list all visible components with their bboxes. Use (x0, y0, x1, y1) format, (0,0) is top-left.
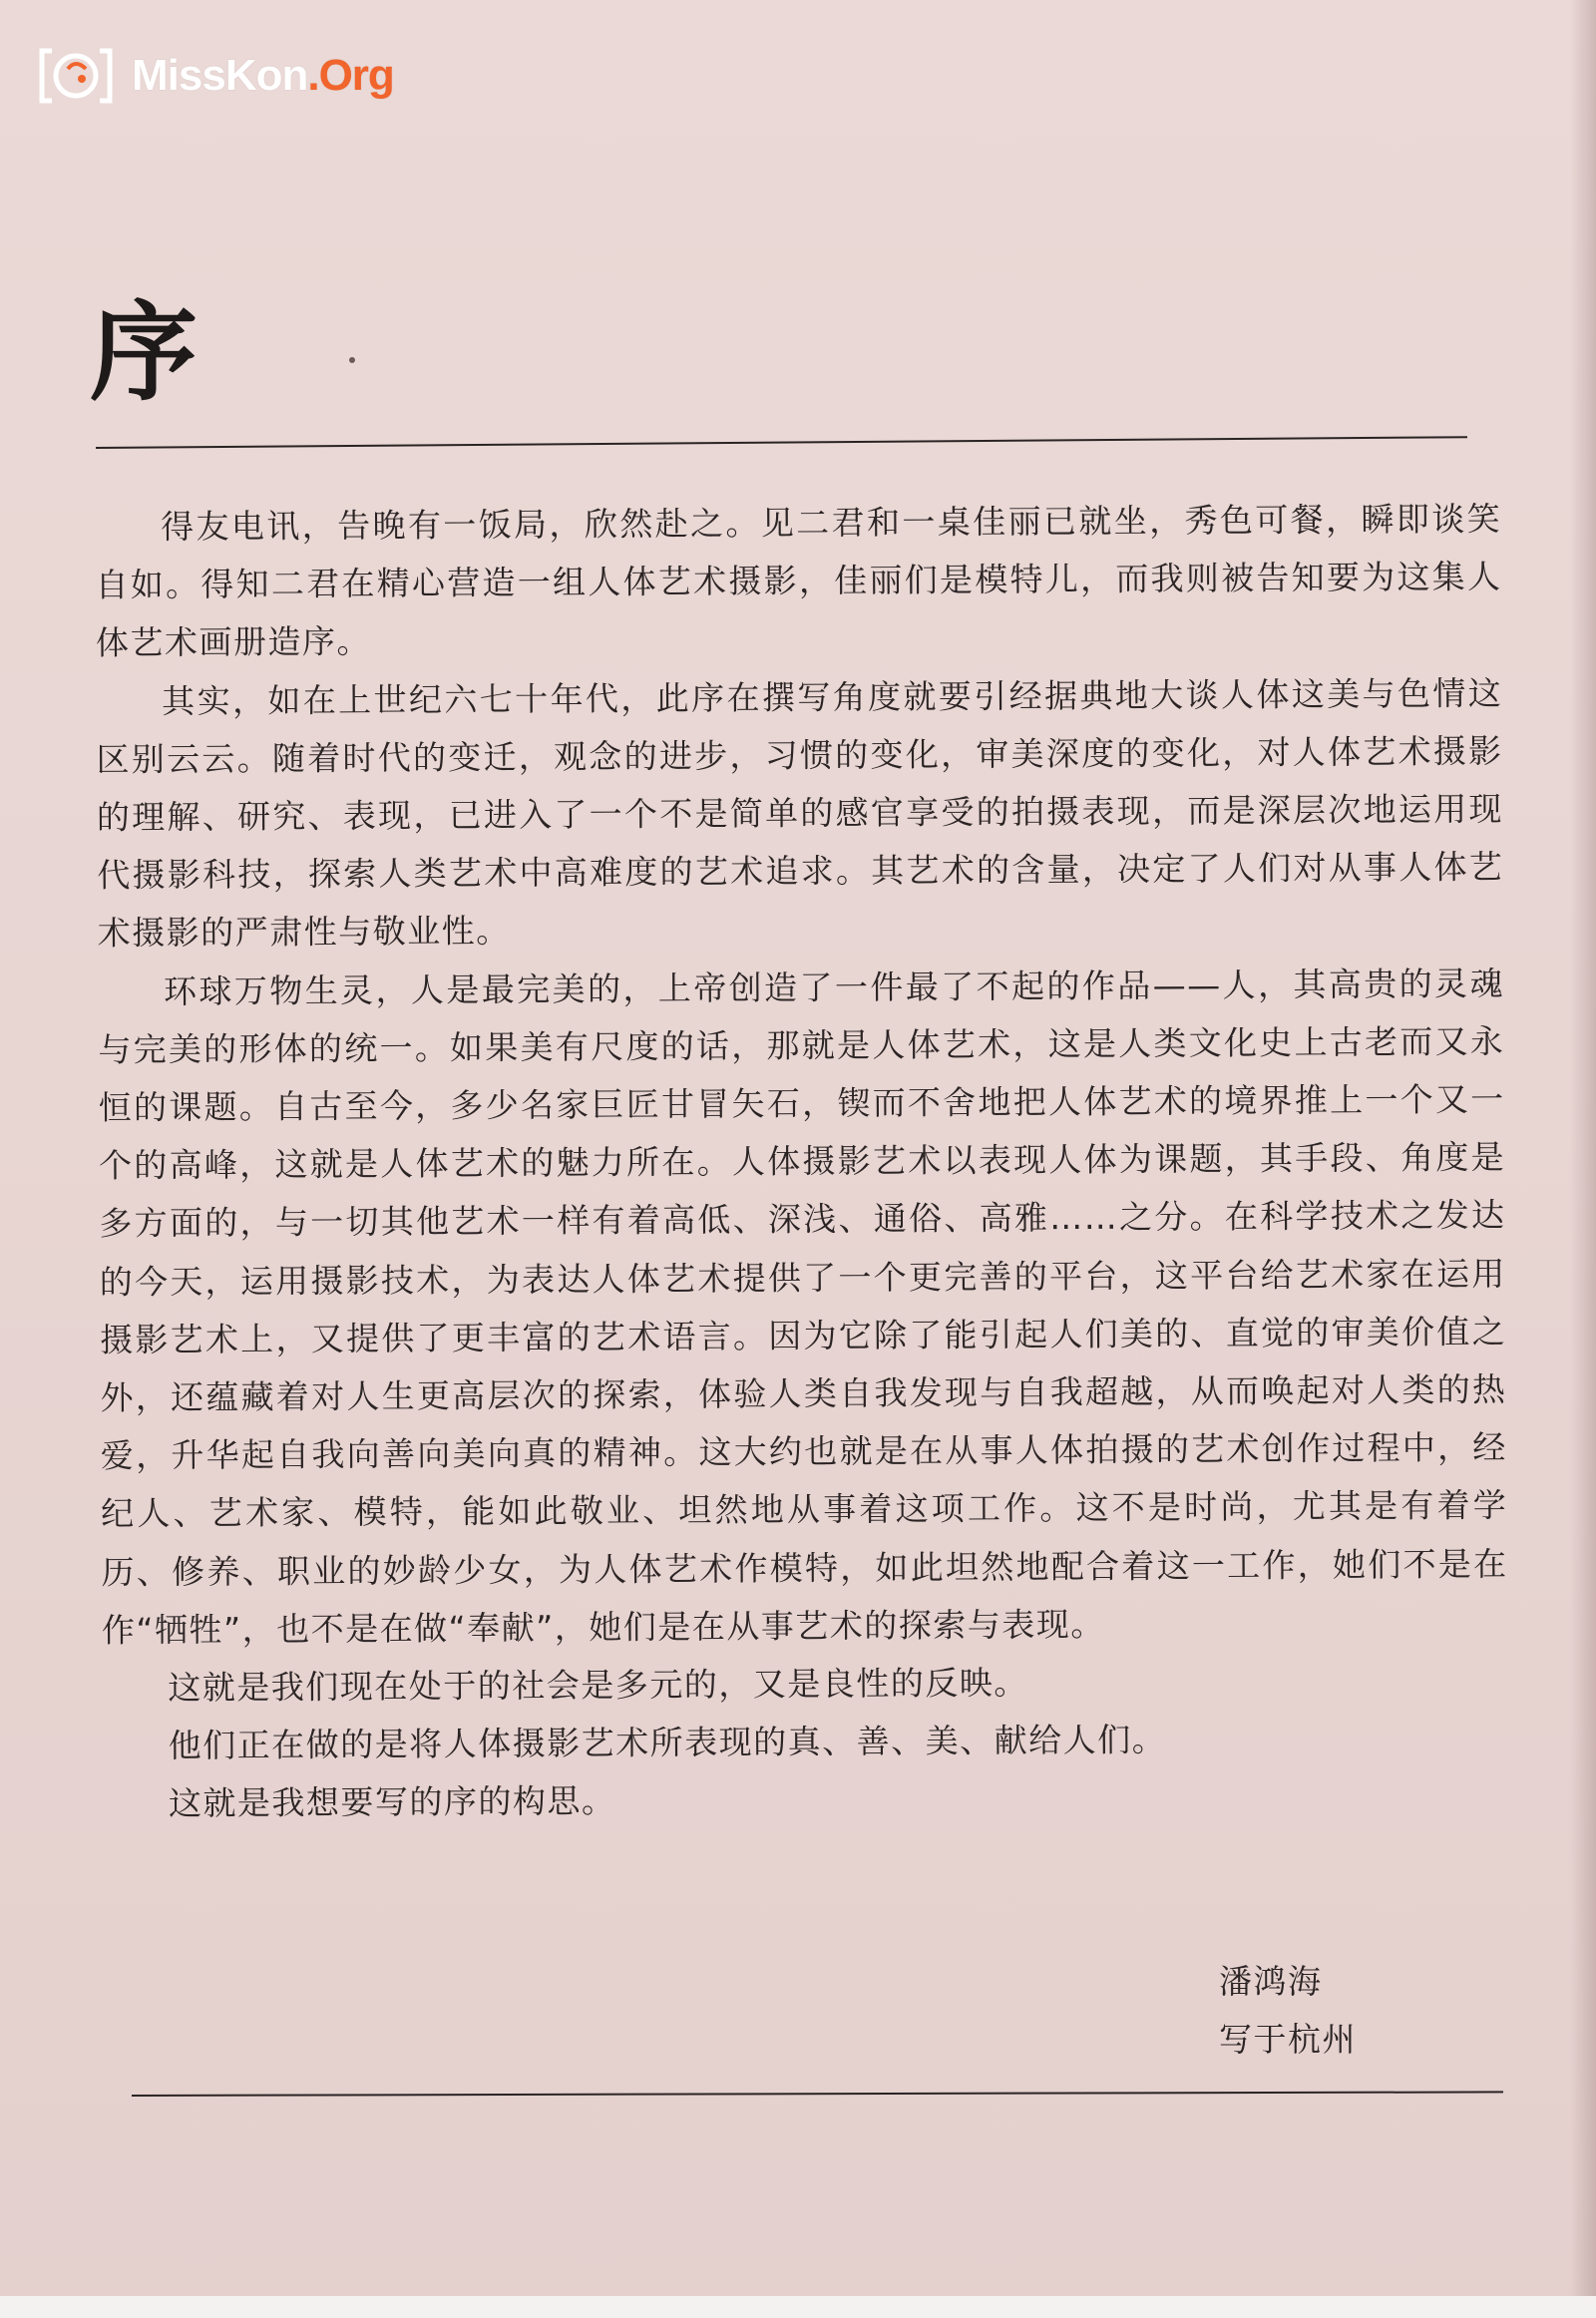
bottom-divider (132, 2091, 1503, 2097)
watermark-logo (38, 45, 394, 107)
closing-line-2: 他们正在做的是将人体摄影艺术所表现的真、善、美、献给人们。 (168, 1720, 1167, 1765)
camera-lens-logo-icon (38, 45, 114, 107)
preface-body (95, 490, 1509, 1833)
signature (1219, 1953, 1357, 2069)
watermark-suffix: .Org (307, 51, 394, 100)
speck (349, 357, 355, 363)
paragraph-3: 环球万物生灵，人是最完美的，上帝创造了一件最了不起的作品——人，其高贵的灵魂与完美的形体的统一。如果美有尺度的话，那就是人体艺术，这是人类文化史上古老而又永恒的课题。自古至今，多少名家巨匠甘冒矢石，锲而不舍地把人体艺术的境界推上一个又一个的高峰，这就是人体艺术的魅力所在。人体摄影艺术以表现人体为课题，其手段、角度是多方面的，与一切其他艺术一样有着高低、深浅、通俗、高雅……之分。在科学技术之发达的今天，运用摄影技术，为表达人体艺术提供了一个更完善的平台，这平台给艺术家在运用摄影艺术上，又提供了更丰富的艺术语言。因为它除了能引起人们美的、直觉的审美价值之外，还蕴藏着对人生更高层次的探索，体验人类自我发现与自我超越，从而唤起对人类的热爱，升华起自我向善向美向真的精神。这大约也就是在从事人体拍摄的艺术创作过程中，经纪人、艺术家、模特，能如此敬业、坦然地从事着这项工作。这不是时尚，尤其是有着学历、修养、职业的妙龄少女，为人体艺术作模特，如此坦然地配合着这一工作，她们不是在作“牺牲”，也不是在做“奉献”，她们是在从事艺术的探索与表现。 (98, 964, 1508, 1650)
title-divider (96, 436, 1467, 449)
signature-place: 写于杭州 (1219, 2020, 1357, 2059)
closing-lines (102, 1651, 1509, 1833)
page-title: 序 (90, 290, 199, 416)
signature-author: 潘鸿海 (1219, 1962, 1323, 2001)
scan-bottom-margin (0, 2296, 1596, 2318)
closing-line-3: 这就是我想要写的序的构思。 (168, 1781, 616, 1824)
paragraph-1: 得友电讯，告晚有一饭局，欣然赴之。见二君和一桌佳丽已就坐，秀色可餐，瞬即谈笑自如。得知二君在精心营造一组人体艺术摄影，佳丽们是模特儿，而我则被告知要为这集人体艺术画册造序。 (95, 499, 1502, 663)
page-fold-shadow (1570, 0, 1596, 2318)
paragraph-2: 其实，如在上世纪六七十年代，此序在撰写角度就要引经据典地大谈人体这美与色情这区别云云。随着时代的变迁，观念的进步，习惯的变化，审美深度的变化，对人体艺术摄影的理解、研究、表现，已进入了一个不是简单的感官享受的拍摄表现，而是深层次地运用现代摄影科技，探索人类艺术中高难度的艺术追求。其艺术的含量，决定了人们对从事人体艺术摄影的严肃性与敬业性。 (96, 672, 1504, 954)
watermark-brand: MissKon (132, 51, 308, 100)
closing-line-1: 这就是我们现在处于的社会是多元的，又是良性的反映。 (168, 1663, 1028, 1708)
watermark-text (132, 51, 394, 101)
